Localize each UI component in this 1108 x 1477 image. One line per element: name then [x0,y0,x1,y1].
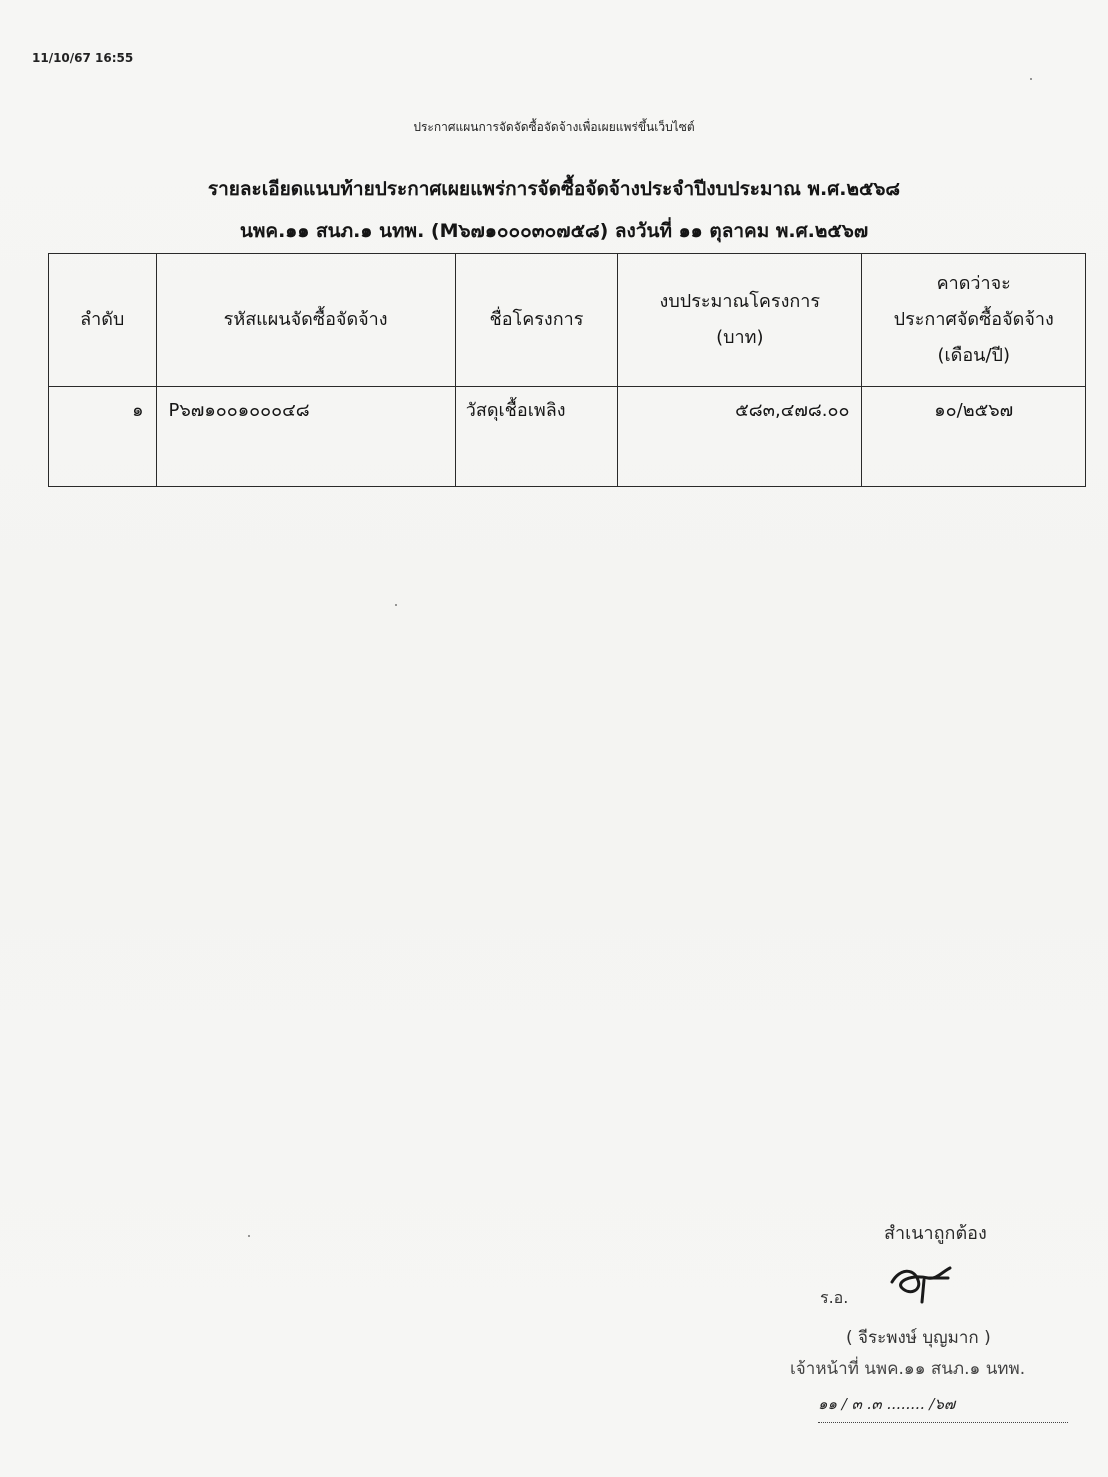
header-expected-line-2: ประกาศจัดซื้อจัดจ้าง [893,309,1054,330]
header-order: ลำดับ [49,254,157,387]
header-expected-line-3: (เดือน/ปี) [937,345,1010,366]
paper-speck [395,604,397,606]
certified-copy-label: สำเนาถูกต้อง [884,1223,987,1244]
row-project-name: วัสดุเชื้อเพลิง [455,387,617,487]
header-budget-line-2: (บาท) [716,327,764,348]
row-plan-code: P๖๗๑๐๐๑๐๐๐๔๘ [156,387,455,487]
row-order: ๑ [49,387,157,487]
signer-position: เจ้าหน้าที่ นพค.๑๑ สนภ.๑ นทพ. [790,1359,1026,1379]
header-project-name: ชื่อโครงการ [455,254,617,387]
paper-speck [248,1235,250,1237]
handwritten-date: ๑๑ / ๓ .๓ ........ /๖๗ [818,1392,1068,1423]
header-expected-line-1: คาดว่าจะ [936,273,1011,294]
table-row [49,387,1086,487]
document-title-line-1: รายละเอียดแนบท้ายประกาศเผยแพร่การจัดซื้อจัดจ้างประจำปีงบประมาณ พ.ศ.๒๕๖๘ [207,178,901,200]
row-expected-date: ๑๐/๒๕๖๗ [862,387,1086,487]
print-timestamp: 11/10/67 16:55 [32,51,134,65]
header-plan-code: รหัสแผนจัดซื้อจัดจ้าง [156,254,455,387]
paper-speck [1030,78,1032,80]
signer-name: ( จีระพงษ์ บุญมาก ) [846,1328,991,1348]
procurement-plan-table [48,253,1086,487]
table-header-row [49,254,1086,387]
handwritten-signature [888,1258,968,1308]
row-budget: ๕๘๓,๔๗๘.๐๐ [618,387,862,487]
signer-rank: ร.อ. [820,1288,849,1307]
header-expected-date [862,254,1086,387]
header-budget-line-1: งบประมาณโครงการ [659,291,821,312]
header-budget [618,254,862,387]
document-title-line-2: นพค.๑๑ สนภ.๑ นทพ. (M๖๗๑๐๐๐๓๐๗๕๘) ลงวันที่ ๑๑ ตุลาคม พ.ศ.๒๕๖๗ [239,220,869,242]
announcement-subtitle: ประกาศแผนการจัดจัดซื้อจัดจ้างเพื่อเผยแพร่ขึ้นเว็บไซต์ [413,120,695,134]
